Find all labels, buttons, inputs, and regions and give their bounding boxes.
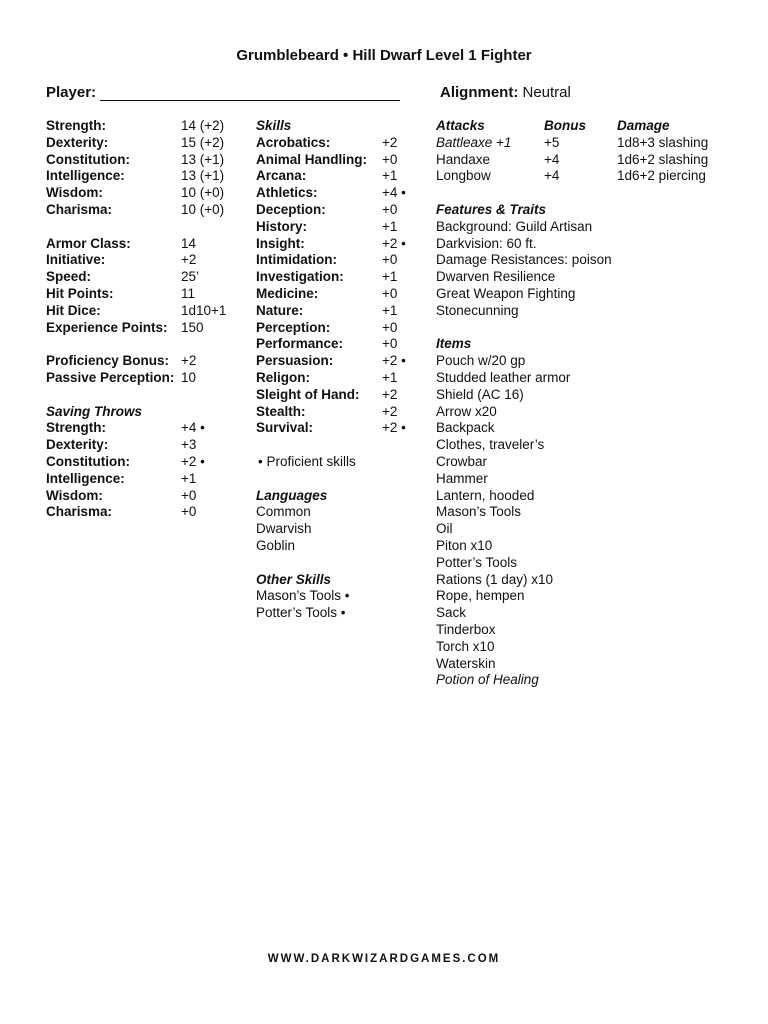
saving-throw-row-label: Wisdom: bbox=[46, 487, 103, 503]
feature-item: Damage Resistances: poison bbox=[436, 252, 612, 268]
item-entry: Clothes, traveler’s bbox=[436, 437, 545, 453]
combat-row bbox=[46, 320, 246, 337]
item-entry: Waterskin bbox=[436, 655, 496, 671]
languages-heading: Languages bbox=[256, 487, 328, 503]
skill-row-label: Survival: bbox=[256, 420, 314, 436]
skill-row-label: Acrobatics: bbox=[256, 134, 331, 150]
skill-row-label: Intimidation: bbox=[256, 252, 337, 268]
proficiency-stats bbox=[46, 353, 246, 387]
language-item: Goblin bbox=[256, 537, 296, 553]
ability-row-value: 15 (+2) bbox=[181, 134, 225, 150]
magic-item: Potion of Healing bbox=[436, 672, 539, 688]
item-entry: Torch x10 bbox=[436, 638, 495, 654]
skill-row-value: +0 bbox=[382, 336, 398, 352]
skill-row bbox=[256, 353, 426, 370]
skill-row bbox=[256, 286, 426, 303]
feature-item: Stonecunning bbox=[436, 302, 519, 318]
combat-row-label: Initiative: bbox=[46, 252, 106, 268]
combat-row bbox=[46, 236, 246, 253]
ability-row-value: 13 (+1) bbox=[181, 168, 225, 184]
ability-row-value: 10 (+0) bbox=[181, 201, 225, 217]
player-field bbox=[46, 84, 400, 101]
saving-throw-row bbox=[46, 504, 246, 521]
skill-row-value: +2 • bbox=[382, 420, 406, 436]
attack-damage: 1d6+2 slashing bbox=[617, 151, 709, 167]
saving-throw-row-value: +0 bbox=[181, 504, 197, 520]
combat-row-value: 25’ bbox=[181, 269, 200, 285]
skill-row-value: +0 bbox=[382, 252, 398, 268]
saving-throw-row bbox=[46, 454, 246, 471]
attack-row bbox=[436, 152, 736, 169]
skills-list bbox=[256, 135, 426, 437]
combat-row-value: 1d10+1 bbox=[181, 302, 227, 318]
skill-row bbox=[256, 336, 426, 353]
saving-throw-row-label: Intelligence: bbox=[46, 470, 125, 486]
item-entry: Sack bbox=[436, 605, 467, 621]
saving-throw-row bbox=[46, 488, 246, 505]
skill-row-value: +1 bbox=[382, 369, 398, 385]
ability-row bbox=[46, 185, 246, 202]
skill-row-label: Persuasion: bbox=[256, 353, 334, 369]
item-entry: Backpack bbox=[436, 420, 495, 436]
skill-row bbox=[256, 185, 426, 202]
skill-row-value: +1 bbox=[382, 269, 398, 285]
skill-row-value: +2 • bbox=[382, 353, 406, 369]
skill-row bbox=[256, 168, 426, 185]
combat-row bbox=[46, 252, 246, 269]
saving-throw-row bbox=[46, 471, 246, 488]
other-skills-list bbox=[256, 588, 426, 622]
feature-item: Background: Guild Artisan bbox=[436, 218, 593, 234]
proficiency-row-value: 10 bbox=[181, 369, 197, 385]
combat-row-label: Hit Dice: bbox=[46, 302, 101, 318]
damage-header: Damage bbox=[617, 118, 670, 133]
skill-row-value: +0 bbox=[382, 319, 398, 335]
skill-row bbox=[256, 303, 426, 320]
combat-row bbox=[46, 269, 246, 286]
ability-row bbox=[46, 118, 246, 135]
skill-row-value: +1 bbox=[382, 168, 398, 184]
saving-throw-row-value: +2 • bbox=[181, 453, 205, 469]
alignment-label: Alignment: bbox=[440, 84, 519, 101]
saving-throw-row-label: Charisma: bbox=[46, 504, 113, 520]
skill-row-label: Medicine: bbox=[256, 285, 319, 301]
saving-throws bbox=[46, 420, 246, 521]
item-entry: Oil bbox=[436, 521, 453, 537]
saving-throw-row-value: +4 • bbox=[181, 420, 205, 436]
languages-list bbox=[256, 504, 426, 554]
skill-row-label: Arcana: bbox=[256, 168, 307, 184]
sheet-title: Grumblebeard • Hill Dwarf Level 1 Fighter bbox=[236, 47, 532, 64]
proficiency-row bbox=[46, 353, 246, 370]
combat-row-label: Hit Points: bbox=[46, 285, 114, 301]
language-item: Common bbox=[256, 504, 311, 520]
skill-row bbox=[256, 269, 426, 286]
skill-row-label: Stealth: bbox=[256, 403, 306, 419]
item-entry: Potter’s Tools bbox=[436, 554, 518, 570]
skill-row-label: Performance: bbox=[256, 336, 344, 352]
item-entry: Piton x10 bbox=[436, 537, 493, 553]
attack-row bbox=[436, 168, 736, 185]
skill-row bbox=[256, 236, 426, 253]
alignment-value: Neutral bbox=[522, 84, 571, 101]
skill-row-label: History: bbox=[256, 218, 308, 234]
combat-row-label: Experience Points: bbox=[46, 319, 168, 335]
combat-row-label: Armor Class: bbox=[46, 235, 131, 251]
ability-row bbox=[46, 202, 246, 219]
skill-row-label: Nature: bbox=[256, 302, 304, 318]
ability-row bbox=[46, 152, 246, 169]
ability-scores bbox=[46, 118, 246, 219]
ability-row-label: Charisma: bbox=[46, 201, 113, 217]
items-list bbox=[436, 353, 736, 672]
stats-column bbox=[46, 118, 246, 521]
skill-row-label: Religon: bbox=[256, 369, 310, 385]
skill-row bbox=[256, 320, 426, 337]
attacks-header-row bbox=[436, 118, 736, 135]
attack-name: Battleaxe +1 bbox=[436, 134, 512, 150]
skill-row-label: Sleight of Hand: bbox=[256, 386, 360, 402]
saving-throw-row-value: +3 bbox=[181, 437, 197, 453]
item-entry: Shield (AC 16) bbox=[436, 386, 524, 402]
attack-row bbox=[436, 135, 736, 152]
player-label: Player: bbox=[46, 84, 97, 101]
skill-row-value: +0 bbox=[382, 285, 398, 301]
item-entry: Arrow x20 bbox=[436, 403, 497, 419]
skill-row bbox=[256, 202, 426, 219]
attack-damage: 1d8+3 slashing bbox=[617, 134, 709, 150]
ability-row-value: 10 (+0) bbox=[181, 185, 225, 201]
skill-row-label: Investigation: bbox=[256, 269, 344, 285]
ability-row-label: Dexterity: bbox=[46, 134, 109, 150]
skill-row bbox=[256, 219, 426, 236]
attacks-header: Attacks bbox=[436, 118, 485, 133]
feature-item: Great Weapon Fighting bbox=[436, 285, 576, 301]
item-entry: Rations (1 day) x10 bbox=[436, 571, 554, 587]
skill-row-value: +2 • bbox=[382, 235, 406, 251]
combat-row-label: Speed: bbox=[46, 269, 92, 285]
skill-row bbox=[256, 252, 426, 269]
skill-row bbox=[256, 404, 426, 421]
ability-row bbox=[46, 168, 246, 185]
attack-damage: 1d6+2 piercing bbox=[617, 168, 706, 184]
item-entry: Tinderbox bbox=[436, 621, 496, 637]
saving-throws-heading: Saving Throws bbox=[46, 403, 143, 419]
saving-throw-row-value: +0 bbox=[181, 487, 197, 503]
alignment-field bbox=[440, 84, 571, 101]
item-entry: Rope, hempen bbox=[436, 588, 525, 604]
proficient-note: • Proficient skills bbox=[258, 453, 356, 469]
skill-row bbox=[256, 135, 426, 152]
combat-row bbox=[46, 303, 246, 320]
item-entry: Lantern, hooded bbox=[436, 487, 535, 503]
item-entry: Pouch w/20 gp bbox=[436, 353, 526, 369]
ability-row bbox=[46, 135, 246, 152]
skill-row-label: Deception: bbox=[256, 201, 326, 217]
skill-row bbox=[256, 370, 426, 387]
attacks-column bbox=[436, 118, 736, 689]
feature-item: Darkvision: 60 ft. bbox=[436, 235, 537, 251]
attack-bonus: +4 bbox=[544, 151, 560, 167]
saving-throw-row-label: Strength: bbox=[46, 420, 106, 436]
attack-name: Longbow bbox=[436, 168, 491, 184]
combat-row bbox=[46, 286, 246, 303]
item-entry: Hammer bbox=[436, 470, 488, 486]
skill-row-label: Insight: bbox=[256, 235, 305, 251]
attacks-table bbox=[436, 135, 736, 185]
other-skill-item: Potter’s Tools • bbox=[256, 605, 346, 621]
ability-row-label: Strength: bbox=[46, 118, 106, 133]
proficiency-row-label: Passive Perception: bbox=[46, 369, 175, 385]
ability-row-label: Constitution: bbox=[46, 151, 130, 167]
proficiency-row bbox=[46, 370, 246, 387]
features-list bbox=[436, 219, 736, 320]
skill-row-value: +2 bbox=[382, 134, 398, 150]
combat-row-value: 11 bbox=[181, 285, 196, 301]
bonus-header: Bonus bbox=[544, 118, 586, 133]
ability-row-label: Wisdom: bbox=[46, 185, 103, 201]
skill-row-value: +0 bbox=[382, 151, 398, 167]
skills-heading: Skills bbox=[256, 118, 292, 133]
saving-throw-row-label: Constitution: bbox=[46, 453, 130, 469]
ability-row-value: 14 (+2) bbox=[181, 118, 225, 133]
skill-row-label: Animal Handling: bbox=[256, 151, 367, 167]
skill-row-label: Athletics: bbox=[256, 185, 318, 201]
skill-row-value: +0 bbox=[382, 201, 398, 217]
saving-throw-row-label: Dexterity: bbox=[46, 437, 109, 453]
attack-bonus: +4 bbox=[544, 168, 560, 184]
item-entry: Crowbar bbox=[436, 453, 488, 469]
combat-row-value: 150 bbox=[181, 319, 204, 335]
skill-row bbox=[256, 387, 426, 404]
footer-url: WWW.DARKWIZARDGAMES.COM bbox=[267, 953, 501, 965]
feature-item: Dwarven Resilience bbox=[436, 269, 556, 285]
saving-throw-row-value: +1 bbox=[181, 470, 197, 486]
skill-row bbox=[256, 420, 426, 437]
item-entry: Mason’s Tools bbox=[436, 504, 522, 520]
saving-throw-row bbox=[46, 437, 246, 454]
skill-row-value: +2 bbox=[382, 386, 398, 402]
skills-column bbox=[256, 118, 426, 622]
combat-row-value: 14 bbox=[181, 235, 197, 251]
other-skills-heading: Other Skills bbox=[256, 571, 332, 587]
combat-row-value: +2 bbox=[181, 252, 197, 268]
item-entry: Studded leather armor bbox=[436, 369, 571, 385]
ability-row-label: Intelligence: bbox=[46, 168, 125, 184]
skill-row-label: Perception: bbox=[256, 319, 331, 335]
other-skill-item: Mason’s Tools • bbox=[256, 588, 350, 604]
ability-row-value: 13 (+1) bbox=[181, 151, 225, 167]
attack-bonus: +5 bbox=[544, 134, 560, 150]
skill-row-value: +2 bbox=[382, 403, 398, 419]
saving-throw-row bbox=[46, 420, 246, 437]
skill-row-value: +4 • bbox=[382, 185, 406, 201]
combat-stats bbox=[46, 236, 246, 337]
language-item: Dwarvish bbox=[256, 521, 312, 537]
player-name-line[interactable] bbox=[100, 86, 400, 101]
items-heading: Items bbox=[436, 336, 472, 352]
features-heading: Features & Traits bbox=[436, 201, 547, 217]
proficiency-row-value: +2 bbox=[181, 353, 197, 369]
skill-row-value: +1 bbox=[382, 302, 398, 318]
skill-row-value: +1 bbox=[382, 218, 398, 234]
proficiency-row-label: Proficiency Bonus: bbox=[46, 353, 170, 369]
skill-row bbox=[256, 152, 426, 169]
attack-name: Handaxe bbox=[436, 151, 491, 167]
